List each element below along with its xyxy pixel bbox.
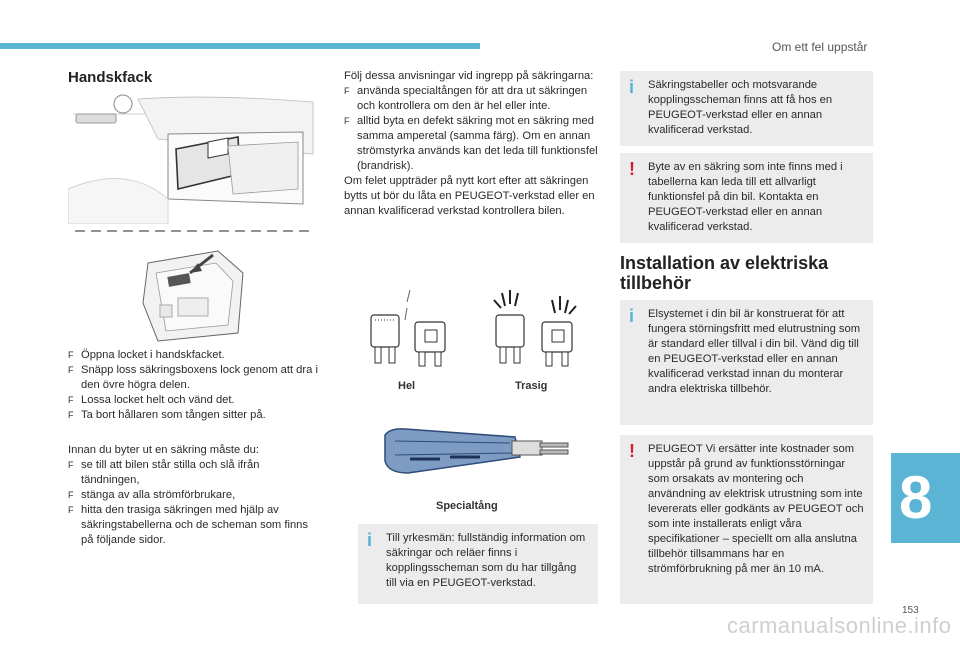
step-item: F Öppna locket i handskfacket.: [68, 349, 225, 361]
info-icon: i: [367, 530, 373, 550]
info-box-electrical-system: i Elsystemet i din bil är konstruerat för att fungera störningsfritt med elutrustning som är standard eller tillval i din bil. Vänd dig till en PEUGEOT-verkstad eller en annan kvalificerad verkstad innan du monterar andra elektriska tillbehör.: [620, 300, 873, 425]
header-accent-bar: [0, 43, 480, 49]
page-number: 153: [902, 605, 919, 616]
check-item: F stänga av alla strömförbrukare,: [68, 489, 236, 501]
precautions-intro: Innan du byter ut en säkring måste du:: [68, 444, 259, 456]
intact-fuse-illustration: [365, 290, 455, 370]
warning-icon: !: [629, 441, 635, 461]
warning-box-fuse-replacement: ! Byte av en säkring som inte finns med i tabellerna kan leda till ett allvarligt funktionsfel på din bil. Kontakta en PEUGEOT-verkstad eller en annan kvalificerad verkstad.: [620, 153, 873, 243]
step-item: F Snäpp loss säkringsboxens lock genom att dra i den övre högra delen.: [68, 364, 318, 391]
label-blown: Trasig: [515, 380, 548, 392]
info-box-professionals: i Till yrkesmän: fullständig information om säkringar och reläer finns i kopplingsscheman som du har tillgång till via en PEUGEOT-verkstad.: [358, 524, 598, 604]
replacement-precautions: [68, 443, 318, 548]
instructions-after: Om felet uppträder på nytt kort efter att säkringen bytts ut bör du låta en PEUGEOT-verkstad eller en annan kvalificerad verkstad kontrollera bilen.: [344, 175, 595, 217]
check-item: F hitta den trasiga säkringen med hjälp av säkringstabellerna och de scheman som finns på följande sidor.: [68, 504, 308, 546]
glovebox-illustration: [68, 94, 318, 224]
warning-icon: !: [629, 159, 635, 179]
fuse-box-cover-illustration: [138, 243, 250, 343]
info-icon: i: [629, 306, 635, 326]
accessories-heading: Installation av elektriska tillbehör: [620, 253, 829, 293]
watermark: carmanualsonline.info: [727, 613, 952, 638]
step-item: F Ta bort hållaren som tången sitter på.: [68, 409, 266, 421]
rule-item: F använda specialtången för att dra ut säkringen och kontrollera om den är hel eller inte.: [344, 85, 588, 112]
glovebox-heading: Handskfack: [68, 69, 153, 86]
blown-fuse-illustration: [490, 288, 585, 373]
label-intact: Hel: [398, 380, 416, 392]
chapter-tab: 8: [891, 453, 960, 543]
special-pliers-illustration: [380, 423, 580, 483]
step-item: F Lossa locket helt och vänd det.: [68, 394, 235, 406]
warning-box-liability: ! PEUGEOT Vi ersätter inte kostnader som uppstår på grund av funktionsstörningar som orsakats av montering och användning av elektrisk utrustning som inte levererats eller godkänts av PEUGEOT och som inte installerats enligt våra specifikationer – speciellt om alla anslutna tillbehör tillsammans har en strömförbrukning på mer än 10 mA.: [620, 435, 873, 604]
dashed-separator: [75, 228, 315, 234]
info-box-fuse-tables: i Säkringstabeller och motsvarande kopplingsscheman finns att få hos en PEUGEOT-verkstad eller en annan kvalificerad verkstad.: [620, 71, 873, 146]
label-special-pliers: Specialtång: [436, 500, 498, 512]
glovebox-steps: [68, 348, 318, 423]
rule-item: F alltid byta en defekt säkring mot en säkring med samma amperetal (samma färg). Om en annan strömstyrka används kan det leda till funktionsfel (brandrisk).: [344, 115, 598, 172]
check-item: F se till att bilen står stilla och slå ifrån tändningen,: [68, 459, 260, 486]
info-icon: i: [629, 77, 635, 97]
instructions-intro: Följ dessa anvisningar vid ingrepp på säkringarna:: [344, 70, 594, 82]
fuse-instructions: [344, 69, 600, 219]
section-title: Om ett fel uppstår: [772, 40, 868, 54]
